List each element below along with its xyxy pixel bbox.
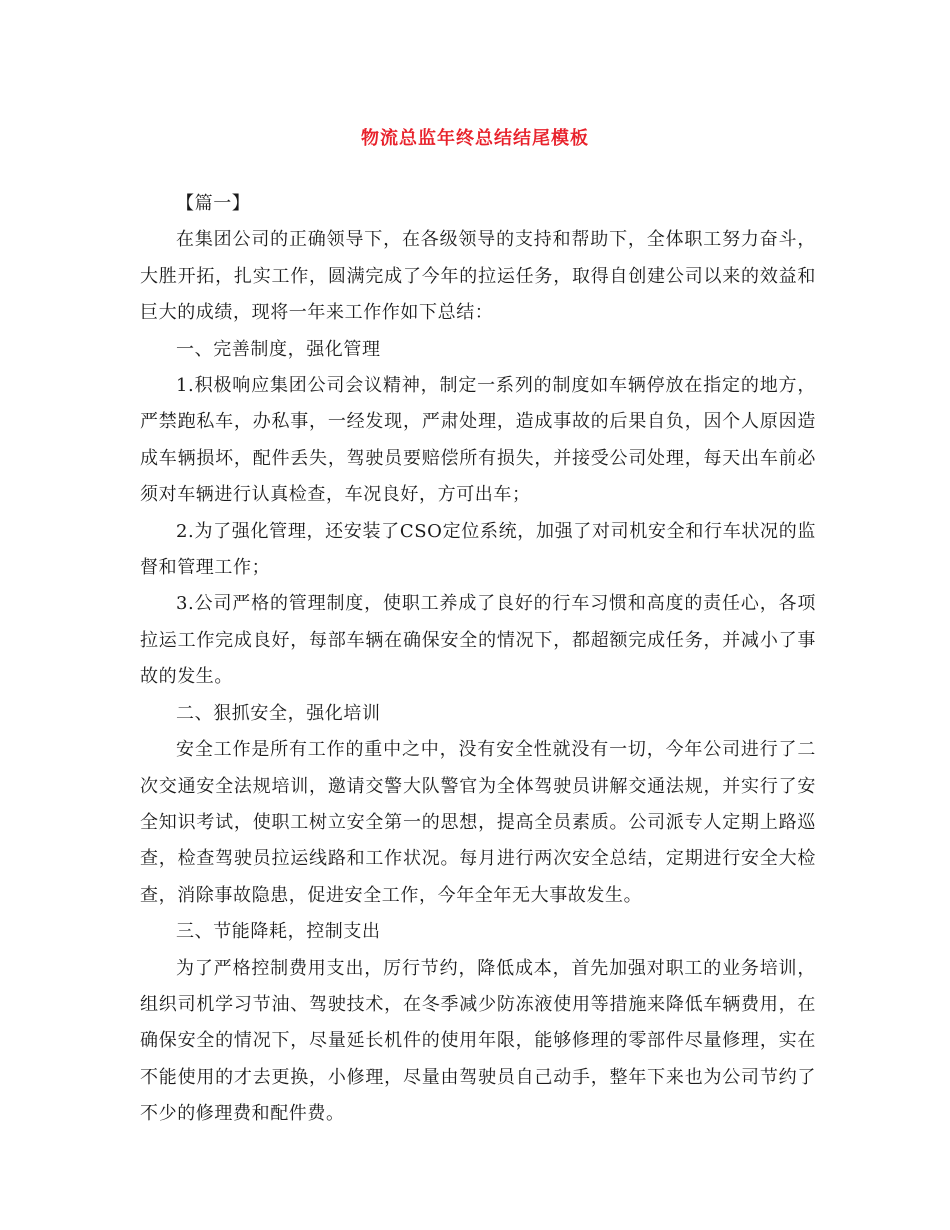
item-two-paragraph: 2.为了强化管理，还安装了CSO定位系统，加强了对司机安全和行车状况的监督和管理工作； (140, 520, 816, 579)
safety-paragraph: 安全工作是所有工作的重中之中，没有安全性就没有一切，今年公司进行了二次交通安全法规培训，邀请交警大队警官为全体驾驶员讲解交通法规，并实行了安全知识考试，使职工树立安全第一的思想，提高全员素质。公司派专人定期上路巡查，检查驾驶员拉运线路和工作状况。每月进行两次安全总结，定期进行安全大检查，消除事故隐患，促进安全工作，今年全年无大事故发生。 (140, 739, 816, 906)
section-label: 【篇一】 (176, 193, 251, 214)
item-one-paragraph: 1.积极响应集团公司会议精神，制定一系列的制度如车辆停放在指定的地方，严禁跑私车，办私事，一经发现，严肃处理，造成事故的后果自负，因个人原因造成车辆损坏，配件丢失，驾驶员要赔偿所有损失，并接受公司处理，每天出车前必须对车辆进行认真检查，车况良好，方可出车； (140, 375, 816, 506)
heading-three: 三、节能降耗，控制支出 (176, 921, 381, 943)
heading-two: 二、狠抓安全，强化培训 (176, 702, 381, 724)
item-three-paragraph: 3.公司严格的管理制度，使职工养成了良好的行车习惯和高度的责任心，各项拉运工作完成良好，每部车辆在确保安全的情况下，都超额完成任务，并减小了事故的发生。 (140, 593, 816, 688)
document-body (140, 186, 816, 1133)
intro-paragraph: 在集团公司的正确领导下，在各级领导的支持和帮助下，全体职工努力奋斗，大胜开拓，扎实工作，圆满完成了今年的拉运任务，取得自创建公司以来的效益和巨大的成绩，现将一年来工作作如下总结： (140, 229, 816, 324)
document-title: 物流总监年终总结结尾模板 (361, 128, 589, 149)
heading-one: 一、完善制度，强化管理 (176, 338, 381, 360)
cost-paragraph: 为了严格控制费用支出，厉行节约，降低成本，首先加强对职工的业务培训，组织司机学习节油、驾驶技术，在冬季减少防冻液使用等措施来降低车辆费用，在确保安全的情况下，尽量延长机件的使用年限，能够修理的零部件尽量修理，实在不能使用的才去更换，小修理，尽量由驾驶员自己动手，整年下来也为公司节约了不少的修理费和配件费。 (140, 957, 816, 1125)
